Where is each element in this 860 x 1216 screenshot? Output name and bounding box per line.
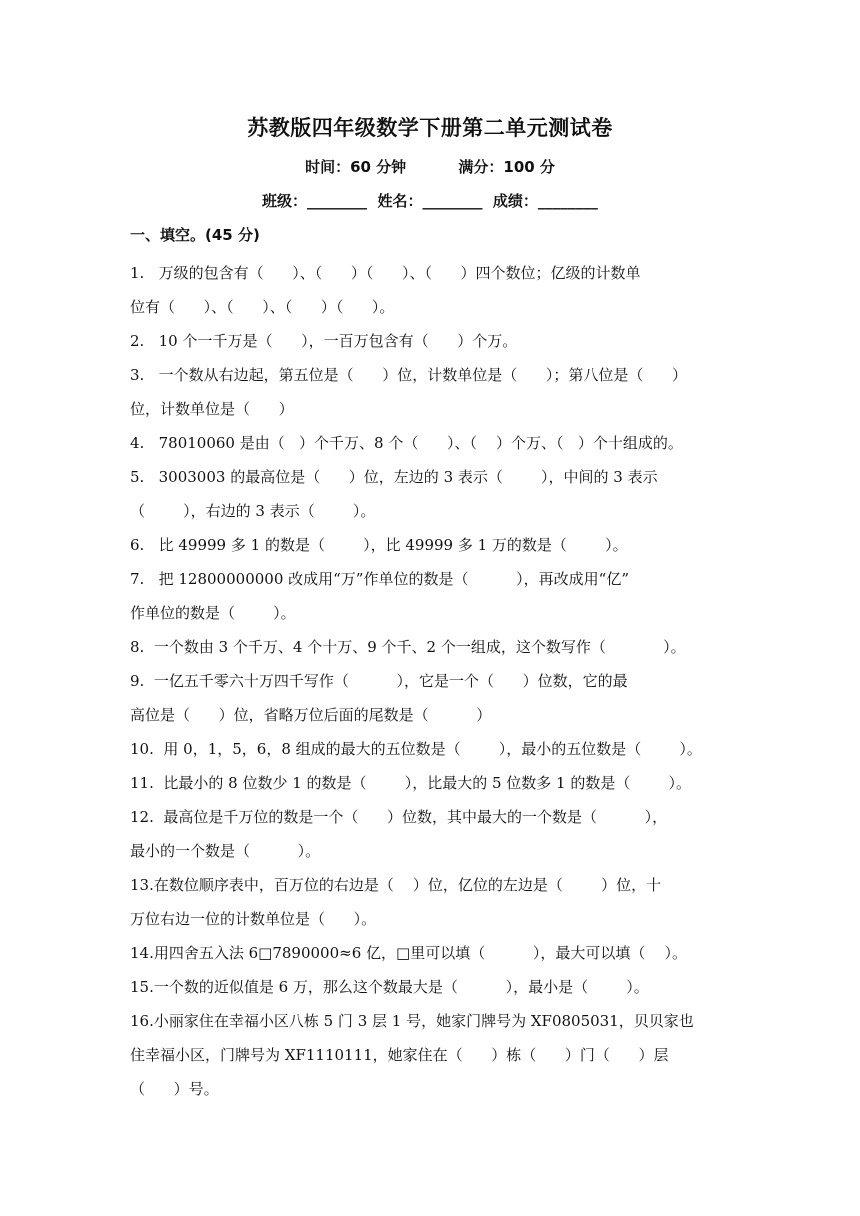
question-line: 1. 万级的包含有（ ）、（ ）（ ）、（ ）四个数位；亿级的计数单 bbox=[130, 264, 641, 282]
question-line: 高位是（ ）位，省略万位后面的尾数是（ ） bbox=[130, 706, 492, 724]
question-line: 9. 一亿五千零六十万四千写作（ ），它是一个（ ）位数，它的最 bbox=[130, 672, 628, 690]
question-line: 6. 比 49999 多 1 的数是（ ），比 49999 多 1 万的数是（ ）。 bbox=[130, 536, 628, 554]
question-line: 7. 把 12800000000 改成用“万”作单位的数是（ ），再改成用“亿” bbox=[130, 570, 629, 588]
question-line: 14.用四舍五入法 6□7890000≈6 亿，□里可以填（ ），最大可以填（ ）。 bbox=[130, 944, 687, 962]
question-line: （ ），右边的 3 表示（ ）。 bbox=[130, 502, 376, 520]
question-line: 作单位的数是（ ）。 bbox=[130, 604, 296, 622]
question-line: 8. 一个数由 3 个千万、4 个十万、9 个千、2 个一组成，这个数写作（ ）。 bbox=[130, 638, 686, 656]
question-line: 位，计数单位是（ ） bbox=[130, 400, 294, 418]
question-line: 最小的一个数是（ ）。 bbox=[130, 842, 321, 860]
section-heading: 一、填空。(45 分) bbox=[130, 226, 260, 244]
question-line: 10. 用 0，1，5，6，8 组成的最大的五位数是（ ），最小的五位数是（ ）。 bbox=[130, 740, 702, 758]
question-line: 12. 最高位是千万位的数是一个（ ）位数，其中最大的一个数是（ ）， bbox=[130, 808, 668, 826]
question-line: 3. 一个数从右边起，第五位是（ ）位，计数单位是（ ）；第八位是（ ） bbox=[130, 366, 687, 384]
question-line: 11. 比最小的 8 位数少 1 的数是（ ），比最大的 5 位数多 1 的数是（ ）。 bbox=[130, 774, 692, 792]
question-line: 13.在数位顺序表中，百万位的右边是（ ）位，亿位的左边是（ ）位，十 bbox=[130, 876, 662, 894]
question-line: 16.小丽家住在幸福小区八栋 5 门 3 层 1 号，她家门牌号为 XF0805031，贝贝家也 bbox=[130, 1012, 694, 1030]
question-line: 4. 78010060 是由（ ）个千万、8 个（ ）、（ ）个万、（ ）个十组成的。 bbox=[130, 434, 683, 452]
question-list bbox=[130, 256, 730, 1106]
question-line: 15.一个数的近似值是 6 万，那么这个数最大是（ ），最小是（ ）。 bbox=[130, 978, 649, 996]
question-line: 位有（ ）、（ ）、（ ）（ ）。 bbox=[130, 298, 395, 316]
question-line: 住幸福小区，门牌号为 XF1110111，她家住在（ ）栋（ ）门（ ）层 bbox=[130, 1046, 669, 1064]
time-score-info: 时间：60 分钟 满分：100 分 bbox=[305, 158, 555, 176]
question-line: 万位右边一位的计数单位是（ ）。 bbox=[130, 910, 377, 928]
question-line: 2. 10 个一千万是（ ），一百万包含有（ ）个万。 bbox=[130, 332, 518, 350]
question-line: 5. 3003003 的最高位是（ ）位，左边的 3 表示（ ），中间的 3 表示 bbox=[130, 468, 658, 486]
student-info-fields: 班级：________ 姓名：________ 成绩：________ bbox=[262, 192, 598, 210]
exam-title: 苏教版四年级数学下册第二单元测试卷 bbox=[247, 116, 613, 140]
question-line: （ ）号。 bbox=[130, 1080, 219, 1098]
